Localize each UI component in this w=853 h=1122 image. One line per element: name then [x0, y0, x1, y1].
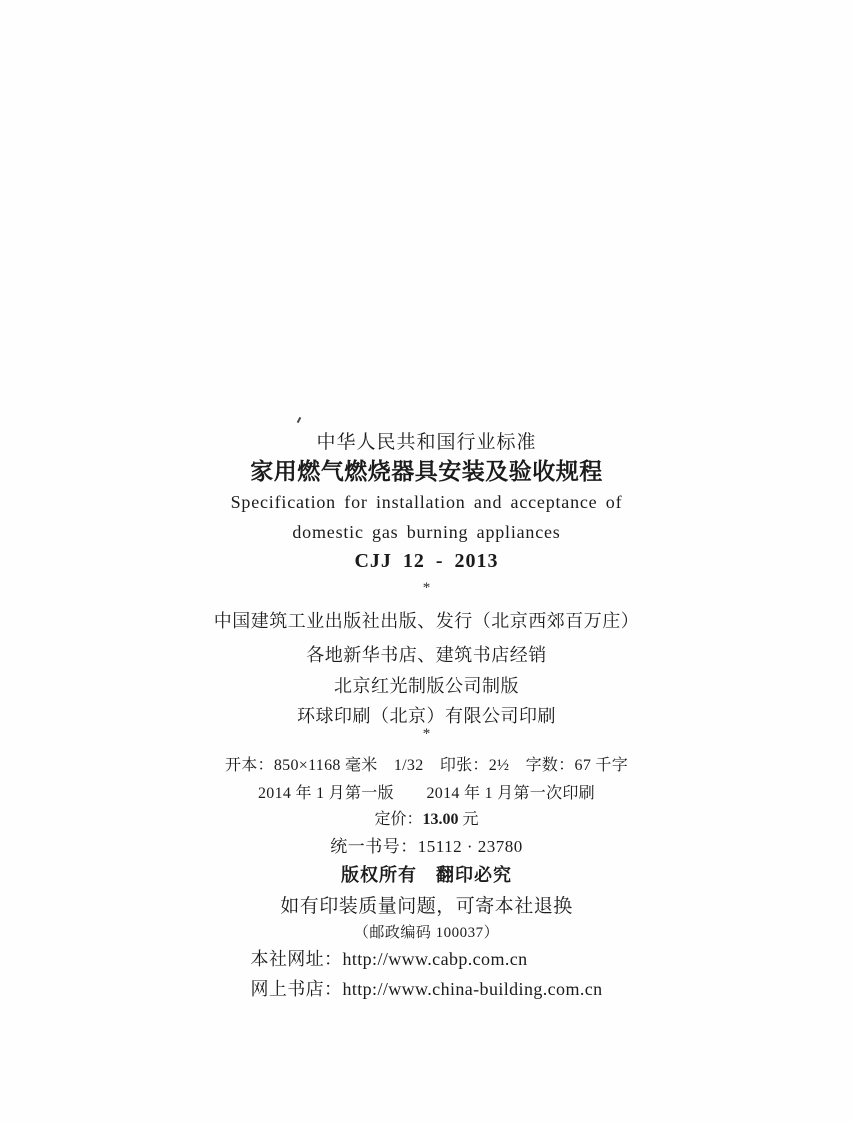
standard-code: CJJ 12 - 2013 [354, 550, 499, 572]
scan-speck [297, 417, 302, 423]
star-separator-bottom: * [422, 726, 431, 742]
price-unit: 元 [458, 811, 479, 828]
bookstore-url: http://www.china-building.com.cn [342, 979, 603, 999]
url-block [250, 944, 602, 1004]
website-line [250, 944, 602, 974]
distribution-line: 各地新华书店、建筑书店经销 [306, 645, 547, 665]
edition-info-line: 2014 年 1 月第一版 2014 年 1 月第一次印刷 [257, 785, 595, 802]
book-title-cn: 家用燃气燃烧器具安装及验收规程 [250, 458, 603, 484]
postcode-line: （邮政编码 100037） [353, 925, 500, 941]
format-info-line: 开本：850×1168 毫米 1/32 印张：2½ 字数：67 千字 [224, 757, 629, 774]
printing-line: 环球印刷（北京）有限公司印刷 [297, 706, 556, 726]
website-url: http://www.cabp.com.cn [342, 949, 528, 969]
quality-notice-line: 如有印装质量问题，可寄本社退换 [280, 896, 573, 917]
book-title-en-line1: Specification for installation and acceptance of [230, 492, 623, 512]
copyright-notice: 版权所有 翻印必究 [341, 865, 512, 885]
book-number-line: 统一书号：15112 · 23780 [330, 837, 523, 856]
star-separator-top: * [422, 580, 431, 596]
book-title-en-line2: domestic gas burning appliances [292, 522, 561, 542]
publisher-line: 中国建筑工业出版社出版、发行（北京西郊百万庄） [213, 611, 640, 631]
bookstore-label: 网上书店： [250, 979, 343, 999]
standard-type-label: 中华人民共和国行业标准 [316, 432, 537, 453]
plate-making-line: 北京红光制版公司制版 [334, 676, 519, 696]
website-label: 本社网址： [250, 949, 343, 969]
price-value: 13.00 [422, 811, 459, 828]
price-line [0, 806, 853, 829]
bookstore-line [250, 974, 602, 1004]
price-label: 定价： [374, 811, 423, 828]
